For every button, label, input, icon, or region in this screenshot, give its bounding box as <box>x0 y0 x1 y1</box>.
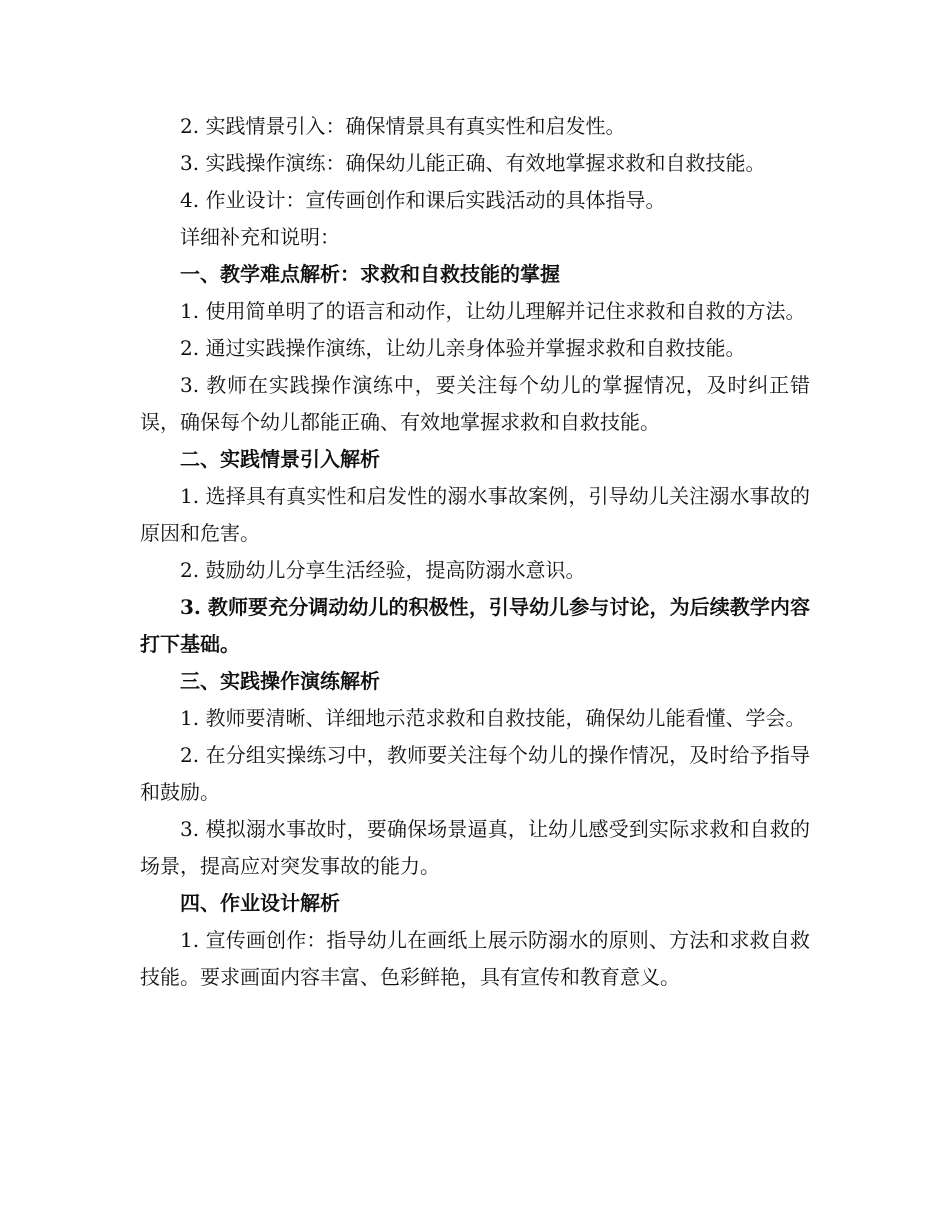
document-body <box>140 108 810 996</box>
section-heading-4: 四、作业设计解析 <box>180 891 340 915</box>
list-item: 3. 模拟溺水事故时，要确保场景逼真，让幼儿感受到实际求救和自救的场景，提高应对突发事故的能力。 <box>140 817 810 878</box>
section-heading-2: 二、实践情景引入解析 <box>180 447 380 471</box>
section-heading-3: 三、实践操作演练解析 <box>180 669 380 693</box>
list-item: 1. 使用简单明了的语言和动作，让幼儿理解并记住求救和自救的方法。 <box>180 299 806 323</box>
list-item: 1. 选择具有真实性和启发性的溺水事故案例，引导幼儿关注溺水事故的原因和危害。 <box>140 484 810 545</box>
list-item: 1. 宣传画创作：指导幼儿在画纸上展示防溺水的原则、方法和求救自救技能。要求画面内容丰富、色彩鲜艳，具有宣传和教育意义。 <box>140 928 810 989</box>
paragraph-practice-drill: 3. 实践操作演练：确保幼儿能正确、有效地掌握求救和自救技能。 <box>180 151 766 175</box>
list-item: 3. 教师在实践操作演练中，要关注每个幼儿的掌握情况，及时纠正错误，确保每个幼儿都能正确、有效地掌握求救和自救技能。 <box>140 373 810 434</box>
list-item: 2. 通过实践操作演练，让幼儿亲身体验并掌握求救和自救技能。 <box>180 336 746 360</box>
paragraph-practice-scenario: 2. 实践情景引入：确保情景具有真实性和启发性。 <box>180 114 626 138</box>
list-item: 1. 教师要清晰、详细地示范求救和自救技能，确保幼儿能看懂、学会。 <box>180 706 806 730</box>
list-item-bold: 3. 教师要充分调动幼儿的积极性，引导幼儿参与讨论，为后续教学内容打下基础。 <box>140 595 810 656</box>
list-item: 2. 在分组实操练习中，教师要关注每个幼儿的操作情况，及时给予指导和鼓励。 <box>140 743 810 804</box>
paragraph-homework-design: 4. 作业设计：宣传画创作和课后实践活动的具体指导。 <box>180 188 666 212</box>
paragraph-detail-intro: 详细补充和说明： <box>180 225 340 249</box>
list-item: 2. 鼓励幼儿分享生活经验，提高防溺水意识。 <box>180 558 586 582</box>
section-heading-1: 一、教学难点解析：求救和自救技能的掌握 <box>180 262 560 286</box>
